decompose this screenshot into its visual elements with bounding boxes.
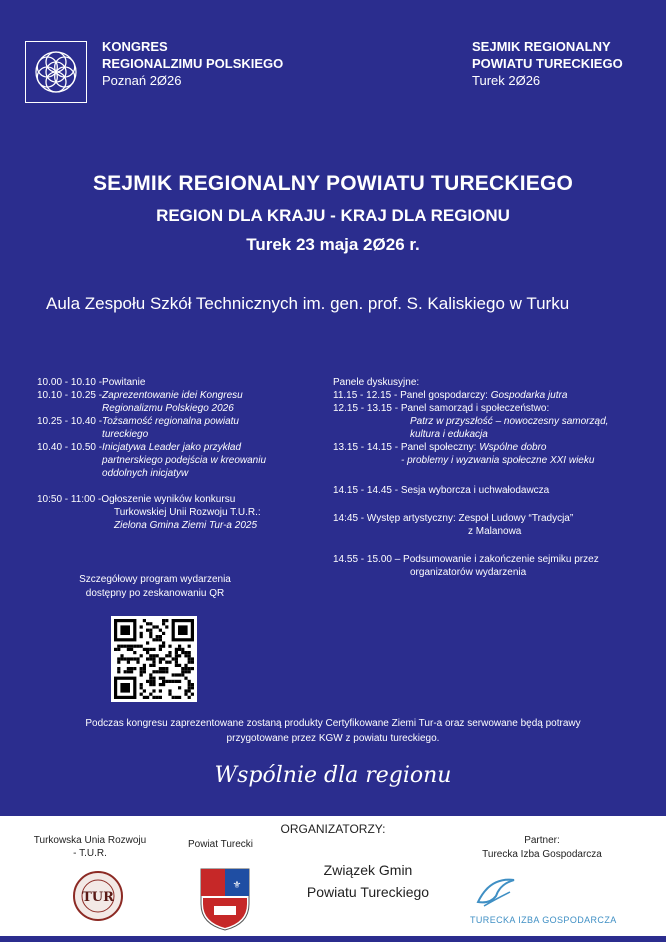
header-left-line1: KONGRES (102, 39, 168, 54)
org-powiat: Powiat Turecki (188, 839, 254, 850)
slogan: Wspólnie dla regionu (214, 763, 452, 788)
page-subtitle: REGION DLA KRAJU - KRAJ DLA REGIONU (156, 206, 510, 225)
kongres-logo (25, 41, 87, 103)
header-right-line1: SEJMIK REGIONALNY (472, 39, 611, 54)
coat-of-arms-icon (198, 866, 252, 932)
tig-logo (470, 872, 640, 928)
org-tur: Turkowska Unia Rozwoju - T.U.R. (33, 835, 147, 859)
partner: Partner: Turecka Izba Gospodarcza (482, 835, 602, 860)
footer-bar (0, 936, 666, 942)
program-item-cont: Turkowskiej Unii Rozwoju T.U.R.: (114, 507, 261, 518)
closing-item: 14.55 - 15.00 – Podsumowanie i zakończenie sejmiku przez (333, 554, 599, 565)
venue: Aula Zespołu Szkół Technicznych im. gen. prof. S. Kaliskiego w Turku (46, 294, 570, 313)
qr-note: Szczegółowy program wydarzenia dostępny po zeskanowaniu QR (79, 574, 231, 599)
program-item: 10.00 - 10.10 - Powitanie (37, 377, 146, 388)
qr-code[interactable] (111, 616, 197, 702)
header-left-line2: REGIONALZIMU POLSKIEGO (102, 56, 284, 71)
svg-text:⚜: ⚜ (232, 880, 242, 891)
svg-text:TUR: TUR (82, 890, 114, 905)
program-item: 10.10 - 10.25 - Zaprezentowanie idei Kongresu Regionalizmu Polskiego 2026 (37, 390, 243, 414)
header-right-line2: POWIATU TURECKIEGO (472, 56, 623, 71)
event-date: Turek 23 maja 2Ø26 r. (246, 235, 420, 254)
program-left (37, 376, 307, 532)
bottom-note: Podczas kongresu zaprezentowane zostaną produkty Certyfikowane Ziemi Tur-a oraz serwowane będą potrawy przygotowane przez KGW z powiatu tureckiego. (85, 718, 581, 744)
panel-3: 13.15 - 14.15 - Panel społeczny: Wspólne dobro (333, 442, 547, 453)
header-left (102, 38, 283, 89)
program-item-cont: Zielona Gmina Ziemi Tur-a 2025 (114, 520, 258, 531)
program-item: 10.25 - 10.40 - Tożsamość regionalna powiatu tureckiego (37, 416, 239, 440)
header-left-line3: Poznań 2Ø26 (102, 73, 182, 88)
panel-1: 11.15 - 12.15 - Panel gospodarczy: Gospodarka jutra (333, 390, 568, 401)
header-right-line3: Turek 2Ø26 (472, 73, 541, 88)
tur-seal-icon (72, 870, 124, 922)
panels-heading: Panele dyskusyjne: (333, 377, 420, 388)
program-right: Panele dyskusyjne: 11.15 - 12.15 - Panel gospodarczy: Gospodarka jutra 12.15 - 13.15 - Panel samorząd i społeczeństwo: Patrz w przyszłość – nowoczesny samorząd, kultura i edukacja 13.15 - 14.15 - Panel społeczny: Wspólne dobro - problemy i wyzwania społeczne XXI wieku 14.15 - 14.45 - Sesja wyborcza i uchwałodawcza 14:45 - Występ artystyczny: Zespoł Ludowy “Tradycja” z Malanowa 14.55 - 15.00 – Podsumowanie i zakończenie sejmiku przez organizatorów wydarzenia (333, 376, 653, 579)
performance-item: 14:45 - Występ artystyczny: Zespoł Ludowy “Tradycja” (333, 513, 574, 524)
session-item: 14.15 - 14.45 - Sesja wyborcza i uchwałodawcza (333, 485, 550, 496)
tig-logo-text: TURECKA IZBA GOSPODARCZA (470, 915, 617, 925)
bird-icon (470, 872, 520, 912)
org-zwiazek: Związek Gmin Powiatu Tureckiego (306, 862, 430, 900)
page-title: SEJMIK REGIONALNY POWIATU TURECKIEGO (92, 172, 574, 195)
header-right (472, 38, 623, 89)
program-item: 10.40 - 10.50 - Inicjatywa Leader jako przykład partnerskiego podejścia w kreowaniu oddolnych inicjatyw (37, 442, 267, 479)
panel-2: 12.15 - 13.15 - Panel samorząd i społeczeństwo: (333, 403, 550, 414)
program-item: 10:50 - 11:00 - Ogłoszenie wyników konkursu (37, 494, 236, 505)
organizers-heading: ORGANIZATORZY: (280, 822, 386, 836)
